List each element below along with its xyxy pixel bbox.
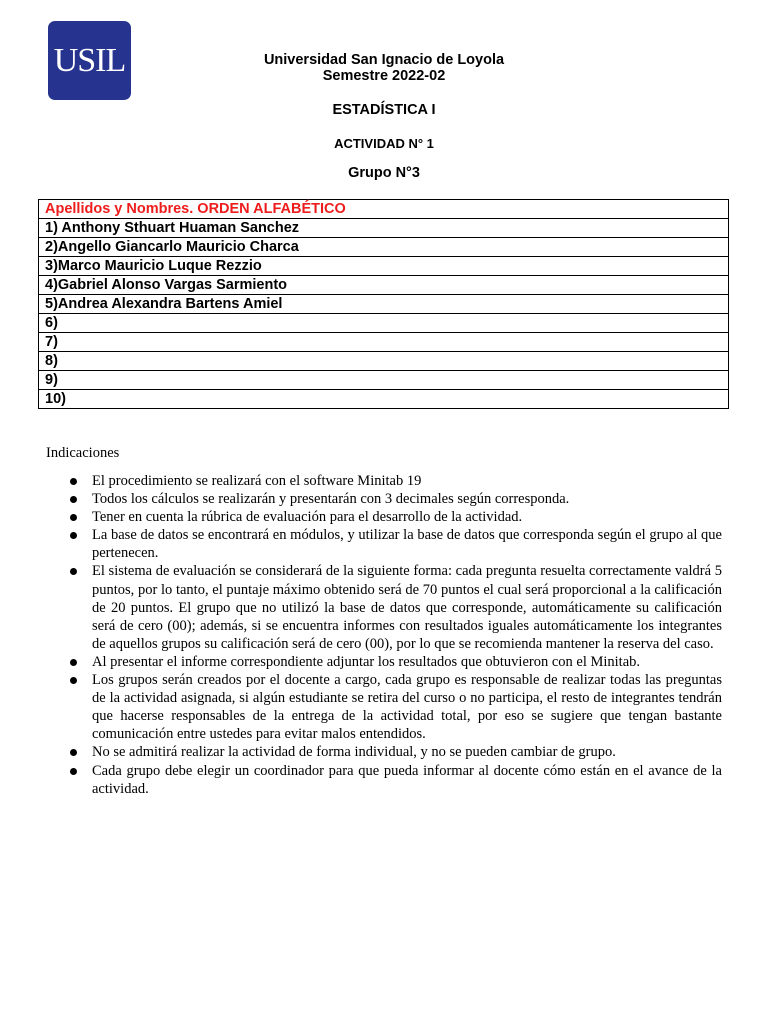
roster-header-row <box>39 200 729 219</box>
list-item <box>46 526 722 562</box>
logo-text: USIL <box>53 41 126 79</box>
student-name: 1) Anthony Sthuart Huaman Sanchez <box>39 219 729 238</box>
bullet-icon <box>70 568 77 575</box>
semester: Semestre 2022-02 <box>322 68 446 84</box>
list-item-text: Los grupos serán creados por el docente a cargo, cada grupo es responsable de realizar todas las preguntas de la actividad asignada, si algún estudiante se retira del curso o no participa, el resto de integrantes tendrán que hacerse responsables de la entrega de la actividad total, por eso se sugiere que tengan bastante comunicación entre ustedes para evitar malos entendidos. <box>92 672 722 743</box>
bullet-icon <box>70 659 77 666</box>
list-item-text: Cada grupo debe elegir un coordinador para que pueda informar al docente cómo están en el avance de la actividad. <box>92 762 722 797</box>
roster-table <box>38 199 729 409</box>
student-name: 4)Gabriel Alonso Vargas Sarmiento <box>39 276 729 295</box>
student-name: 8) <box>39 352 729 371</box>
course-title: ESTADÍSTICA I <box>332 102 436 118</box>
bullet-icon <box>70 496 77 503</box>
group-title: Grupo N°3 <box>348 165 420 181</box>
student-name: 2)Angello Giancarlo Mauricio Charca <box>39 238 729 257</box>
indications-title: Indicaciones <box>46 445 120 461</box>
table-row <box>39 295 729 314</box>
list-item <box>46 508 722 526</box>
bullet-icon <box>70 478 77 485</box>
table-row <box>39 257 729 276</box>
student-name: 7) <box>39 333 729 352</box>
table-row <box>39 371 729 390</box>
list-item <box>46 653 722 671</box>
list-item-text: No se admitirá realizar la actividad de forma individual, y no se pueden cambiar de grupo. <box>92 744 616 761</box>
list-item <box>46 472 722 490</box>
student-name: 6) <box>39 314 729 333</box>
university-name: Universidad San Ignacio de Loyola <box>263 52 505 68</box>
list-item-text: Tener en cuenta la rúbrica de evaluación para el desarrollo de la actividad. <box>92 509 523 526</box>
roster-header: Apellidos y Nombres. ORDEN ALFABÉTICO <box>39 200 729 219</box>
list-item <box>46 562 722 652</box>
table-row <box>39 219 729 238</box>
list-item-text: El procedimiento se realizará con el software Minitab 19 <box>92 473 422 489</box>
list-item-text: El sistema de evaluación se considerará de la siguiente forma: cada pregunta resuelta correctamente valdrá 5 puntos, por lo tanto, el puntaje máximo obtenido será de 70 puntos el cual será proporcional a la calificación de 20 puntos. El grupo que no utilizó la base de datos que corresponde, automáticamente su calificación será de cero (00); además, si se encuentra informes con resultados iguales automáticamente los integrantes de aquellos grupos su calificación será de cero (00), por lo que se recomienda mantener la reserva del caso. <box>92 563 722 652</box>
table-row <box>39 333 729 352</box>
bullet-icon <box>70 768 77 775</box>
table-row <box>39 314 729 333</box>
list-item-text: Todos los cálculos se realizarán y presentarán con 3 decimales según corresponda. <box>92 491 570 508</box>
list-item <box>46 762 722 798</box>
table-row <box>39 352 729 371</box>
student-name: 9) <box>39 371 729 390</box>
student-name: 10) <box>39 390 729 409</box>
bullet-icon <box>70 514 77 521</box>
student-name: 5)Andrea Alexandra Bartens Amiel <box>39 295 729 314</box>
list-item <box>46 490 722 508</box>
table-row <box>39 276 729 295</box>
table-row <box>39 238 729 257</box>
list-item <box>46 671 722 743</box>
list-item-text: La base de datos se encontrará en módulos, y utilizar la base de datos que corresponda según el grupo al que pertenecen. <box>92 527 722 562</box>
list-item-text: Al presentar el informe correspondiente adjuntar los resultados que obtuvieron con el Minitab. <box>92 653 641 670</box>
activity-title: ACTIVIDAD N° 1 <box>334 136 434 151</box>
student-name: 3)Marco Mauricio Luque Rezzio <box>39 257 729 276</box>
bullet-icon <box>70 532 77 539</box>
indications-list <box>46 472 722 798</box>
table-row <box>39 390 729 409</box>
bullet-icon <box>70 749 77 756</box>
bullet-icon <box>70 677 77 684</box>
list-item <box>46 743 722 761</box>
